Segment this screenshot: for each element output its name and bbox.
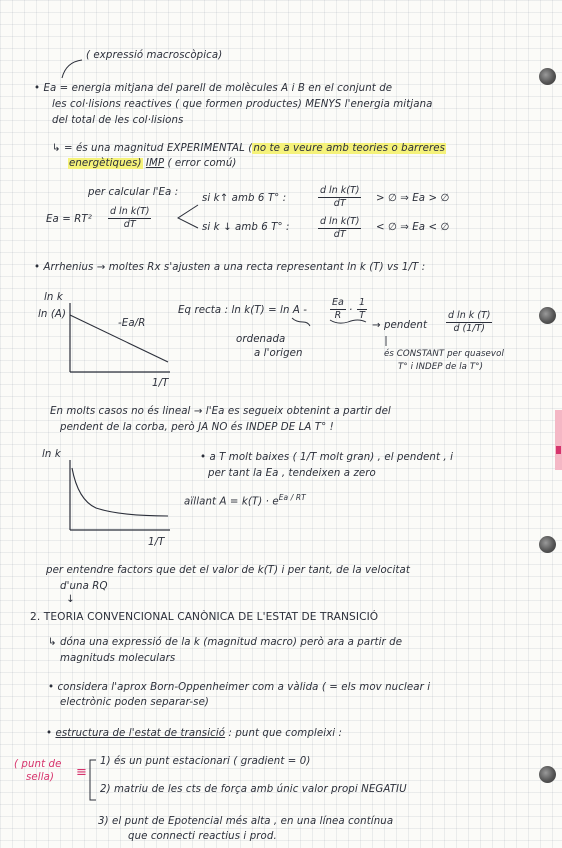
list-item-3a: 3) el punt de Epotencial més alta , en una línea contínua — [98, 816, 394, 827]
eq-r: R — [334, 310, 342, 322]
graph-2-x-label: 1/T — [148, 537, 165, 548]
mag-pre-text: ↳ = és una magnitud EXPERIMENTAL ( — [52, 143, 253, 154]
eq-recta: Eq recta : ln k(T) = ln A - — [178, 305, 308, 316]
section-title: 2. TEORIA CONVENCIONAL CANÒNICA DE L'ESTAT DE TRANSICIÓ — [30, 611, 379, 623]
pendent-denominator: d (1/T) — [453, 323, 485, 335]
pendent-numerator: d ln k (T) — [446, 310, 492, 323]
aillant-line — [184, 494, 306, 508]
expressio-macroscopica: ( expressió macroscòpica) — [86, 50, 223, 61]
highlight-energetiques: energètiques) — [69, 158, 142, 169]
equiv-sign: ≡ — [76, 765, 87, 780]
eq-one-over-t — [357, 297, 367, 323]
case-positive-fraction — [318, 185, 361, 211]
list-item-1: 1) és un punt estacionari ( gradient = 0) — [100, 756, 311, 767]
considera-line-1: • considera l'aprox Born-Oppenheimer com a vàlida ( = els mov nuclear i — [48, 682, 431, 693]
error-comu: ( error comú) — [167, 158, 237, 169]
considera-line-2: electrònic poden separar-se) — [60, 697, 210, 708]
fraction-numerator: d ln k(T) — [108, 206, 151, 219]
dona-line-1: ↳ dóna una expressió de la k (magnitud macro) però ara a partir de — [48, 637, 403, 648]
ea-formula: Ea = RT² — [46, 214, 92, 225]
aillant-text: aïllant A = k(T) · e — [184, 496, 279, 508]
molts-casos-line-2: pendent de la corba, però JA NO és INDEP DE LA T° ! — [60, 422, 334, 433]
list-item-2: 2) matriu de les cts de força amb únic valor propi NEGATIU — [100, 784, 407, 795]
pendent-label: → pendent — [372, 320, 428, 331]
eq-t: T — [359, 310, 365, 322]
origen-label: a l'origen — [254, 348, 303, 359]
graph-1-lnA-label: ln (A) — [38, 309, 67, 320]
ordenada-label: ordenada — [236, 334, 286, 345]
punt-sella-2: sella) — [26, 772, 55, 783]
graph-2 — [70, 460, 170, 530]
case-negative: si k ↓ amb 6 T° : — [202, 222, 290, 233]
eq-ea-over-r — [330, 297, 346, 323]
case-negative-result: < ∅ ⇒ Ea < ∅ — [376, 222, 450, 233]
low-t-line-2: per tant la Ea , tendeixen a zero — [208, 468, 376, 479]
molts-casos-line-1: En molts casos no és lineal → l'Ea es segueix obtenint a partir del — [50, 406, 391, 417]
fraction-denominator: dT — [123, 219, 136, 231]
graph-1 — [70, 303, 170, 372]
dona-line-2: magnituds moleculars — [60, 653, 176, 664]
case-negative-fraction — [318, 216, 361, 242]
highlight-no-teories: no te a veure amb teories o barreres — [253, 143, 446, 154]
estructura-rest: : punt que compleixi : — [228, 728, 343, 739]
constant-line-2: T° i INDEP de la T°) — [398, 362, 484, 372]
arrhenius-line: • Arrhenius → moltes Rx s'ajusten a una recta representant ln k (T) vs 1/T : — [34, 262, 426, 273]
arrow-down: ↓ — [66, 594, 75, 605]
graph-2-curve — [72, 468, 168, 516]
case-positive: si k↑ amb 6 T° : — [202, 193, 287, 204]
list-item-3b: que connecti reactius i prod. — [128, 831, 277, 842]
graph-1-lnk-label: ln k — [44, 292, 63, 303]
magnitud-experimental-2 — [68, 158, 236, 170]
eq-ea: Ea — [330, 297, 346, 310]
fraction-denominator: dT — [333, 229, 346, 241]
graph-1-x-label: 1/T — [152, 378, 169, 389]
graph-2-lnk-label: ln k — [42, 449, 61, 460]
ea-formula-fraction — [108, 206, 151, 232]
entendre-line-2: d'una RQ — [60, 581, 108, 592]
fraction-numerator: d ln k(T) — [318, 185, 361, 198]
low-t-line-1: • a T molt baixes ( 1/T molt gran) , el pendent , i — [200, 452, 454, 463]
graph-1-slope-label: -Ea/R — [118, 318, 146, 329]
pendent-fraction — [446, 310, 492, 336]
eq-dot: · — [349, 305, 353, 316]
imp-label: IMP — [145, 158, 165, 169]
constant-line-1: és CONSTANT per quasevol — [384, 349, 504, 359]
case-positive-result: > ∅ ⇒ Ea > ∅ — [376, 193, 450, 204]
ea-definition-line-1: • Ea = energia mitjana del parell de molècules A i B en el conjunt de — [34, 83, 393, 94]
punt-sella-1: ( punt de — [14, 759, 62, 770]
entendre-line-1: per entendre factors que det el valor de k(T) i per tant, de la velocitat — [46, 565, 410, 576]
aillant-exponent: Ea / RT — [278, 493, 306, 502]
fraction-denominator: dT — [333, 198, 346, 210]
fraction-numerator: d ln k(T) — [318, 216, 361, 229]
eq-one: 1 — [357, 297, 367, 310]
estructura-underlined: estructura de l'estat de transició — [55, 728, 226, 739]
magnitud-experimental — [52, 143, 446, 155]
ea-definition-line-3: del total de les col·lisions — [52, 115, 184, 126]
calcular-ea: per calcular l'Ea : — [88, 187, 179, 198]
estructura-line: • estructura de l'estat de transició : punt que compleixi : — [46, 728, 343, 739]
ea-definition-line-2: les col·lisions reactives ( que formen productes) MENYS l'energia mitjana — [52, 99, 433, 110]
